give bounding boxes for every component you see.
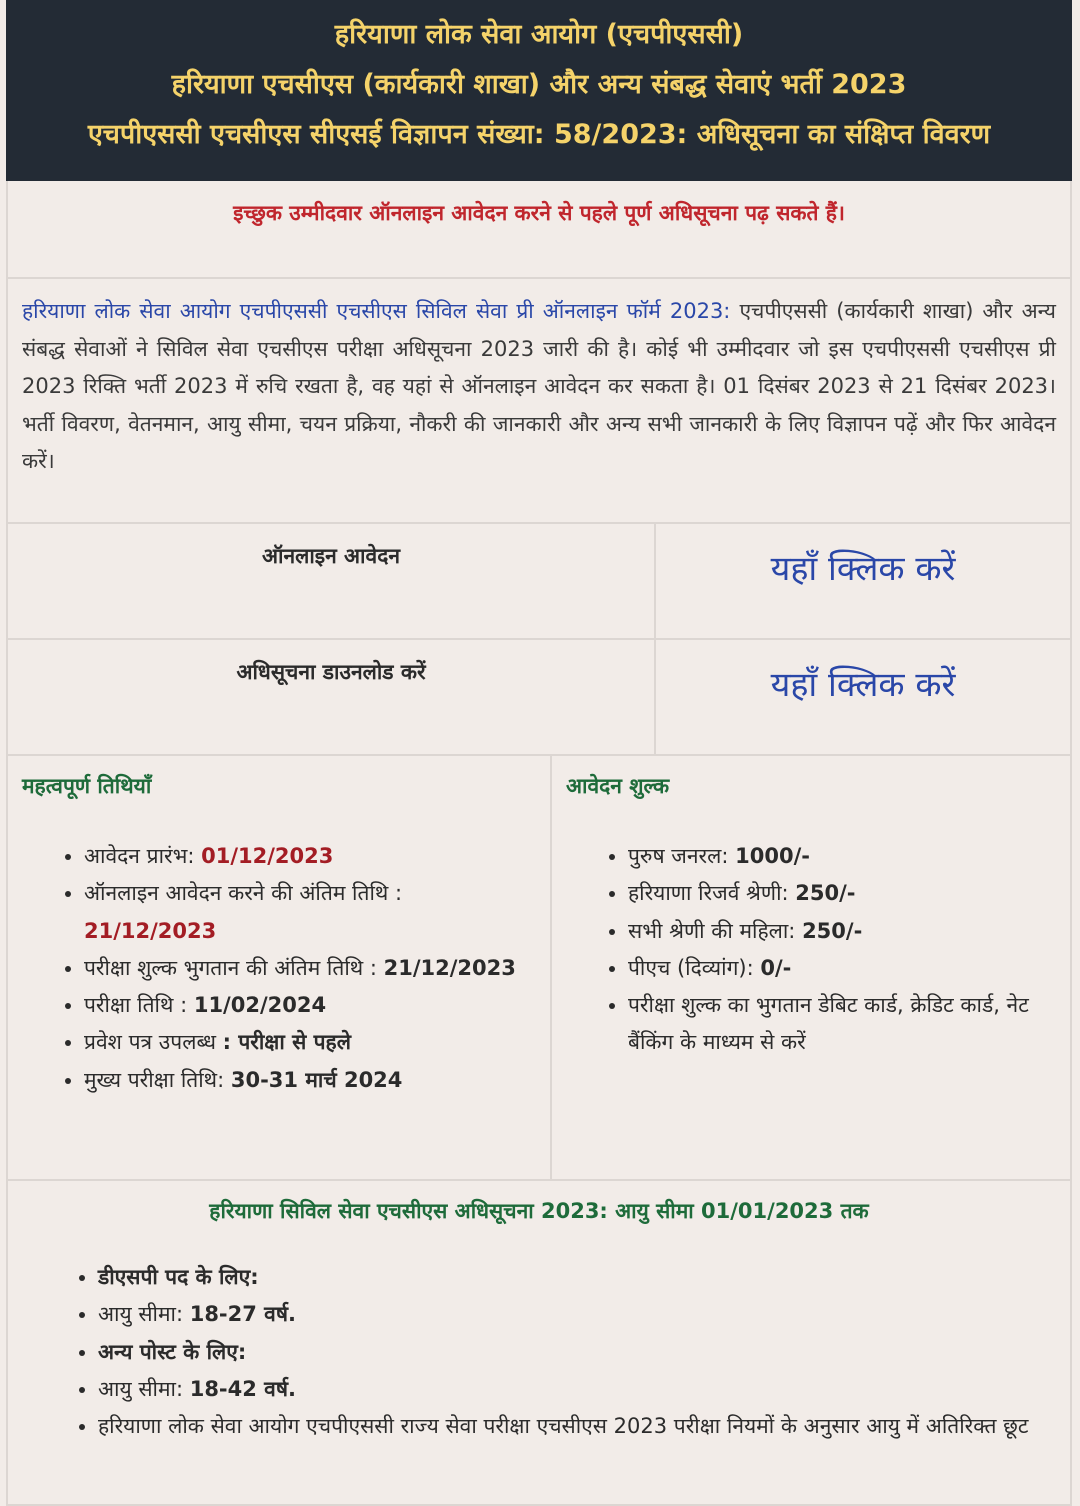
fee-value: 0/- (760, 955, 792, 980)
apply-online-link[interactable]: यहाँ क्लिक करें (770, 549, 956, 589)
age-list (8, 1259, 1070, 1445)
date-value: 11/02/2024 (193, 993, 327, 1018)
age-value: 18-27 वर्ष. (189, 1302, 296, 1327)
list-item (628, 875, 1056, 912)
list-item (98, 1296, 1040, 1333)
fee-label: पीएच (दिव्यांग): (628, 955, 761, 980)
dsp-heading: डीएसपी पद के लिए: (98, 1265, 259, 1289)
list-item (84, 1024, 536, 1061)
page (6, 0, 1072, 1500)
header-subtitle: हरियाणा एचसीएस (कार्यकारी शाखा) और अन्य संबद्ध सेवाएं भर्ती 2023 (171, 69, 907, 100)
header-advertisement: एचपीएससी एचसीएस सीएसई विज्ञापन संख्या: 58/2023: अधिसूचना का संक्षिप्त विवरण (87, 119, 991, 150)
date-value: 01/12/2023 (201, 844, 334, 868)
date-value: : परीक्षा से पहले (222, 1030, 351, 1055)
intro-lead: हरियाणा लोक सेवा आयोग एचपीएससी एचसीएस सिविल सेवा प्री ऑनलाइन फॉर्म 2023: (22, 299, 731, 323)
list-item (628, 838, 1056, 875)
list-item (84, 950, 536, 987)
age-limit-title: हरियाणा सिविल सेवा एचसीएस अधिसूचना 2023: आयु सीमा 01/01/2023 तक (209, 1199, 869, 1223)
download-notification-label: अधिसूचना डाउनलोड करें (8, 640, 656, 754)
apply-online-label: ऑनलाइन आवेदन (8, 524, 656, 638)
age-limit-section (6, 1181, 1072, 1506)
date-label: परीक्षा तिथि : (84, 993, 194, 1018)
list-item (84, 838, 536, 875)
important-dates-title: महत्वपूर्ण तिथियाँ (22, 774, 152, 798)
important-dates (8, 756, 552, 1179)
dates-list (8, 838, 536, 1099)
notice: इच्छुक उम्मीदवार ऑनलाइन आवेदन करने से पहले पूर्ण अधिसूचना पढ़ सकते हैं। (6, 181, 1072, 279)
date-label: आवेदन प्रारंभ: (84, 844, 202, 868)
date-value: 21/12/2023 (383, 955, 516, 980)
date-label: प्रवेश पत्र उपलब्ध (84, 1030, 223, 1055)
intro-paragraph (6, 279, 1072, 524)
apply-online-row (6, 524, 1072, 640)
date-label: परीक्षा शुल्क भुगतान की अंतिम तिथि : (84, 955, 384, 980)
dates-fees-section (6, 756, 1072, 1181)
age-value: 18-42 वर्ष. (189, 1376, 296, 1401)
date-value: 21/12/2023 (84, 918, 217, 943)
fee-label: परीक्षा शुल्क का भुगतान डेबिट कार्ड, क्रेडिट कार्ड, नेट बैंकिंग के माध्यम से करें (628, 993, 1029, 1055)
header-title: हरियाणा लोक सेवा आयोग (एचपीएससी) (334, 19, 744, 50)
date-label: ऑनलाइन आवेदन करने की अंतिम तिथि : (84, 881, 403, 906)
download-notification-link[interactable]: यहाँ क्लिक करें (770, 665, 956, 705)
fee-label: पुरुष जनरल: (628, 844, 736, 868)
date-label: मुख्य परीक्षा तिथि: (84, 1067, 231, 1092)
age-label: आयु सीमा: (98, 1376, 190, 1401)
header-banner (6, 0, 1072, 181)
intro-body: एचपीएससी (कार्यकारी शाखा) और अन्य संबद्ध सेवाओं ने सिविल सेवा एचसीएस परीक्षा अधिसूचना 2023 जारी की है। कोई भी उम्मीदवार जो इस एचपीएससी एचसीएस प्री 2023 रिक्ति भर्ती 2023 में रुचि रखता है, वह यहां से ऑनलाइन आवेदन कर सकता है। 01 दिसंबर 2023 से 21 दिसंबर 2023। भर्ती विवरण, वेतनमान, आयु सीमा, चयन प्रक्रिया, नौकरी की जानकारी और अन्य सभी जानकारी के लिए विज्ञापन पढ़ें और फिर आवेदन करें। (22, 299, 1056, 473)
fee-label: हरियाणा रिजर्व श्रेणी: (628, 881, 796, 906)
fee-value: 250/- (795, 881, 856, 906)
list-item (98, 1371, 1040, 1408)
fees-list (552, 838, 1056, 1062)
list-item (84, 987, 536, 1024)
fee-value: 1000/- (735, 844, 810, 868)
application-fee (552, 756, 1070, 1179)
list-item (98, 1259, 1040, 1296)
date-value: 30-31 मार्च 2024 (230, 1067, 403, 1092)
download-notification-row (6, 640, 1072, 756)
other-heading: अन्य पोस्ट के लिए: (98, 1339, 247, 1364)
age-label: आयु सीमा: (98, 1302, 190, 1327)
list-item (628, 913, 1056, 950)
list-item (98, 1408, 1040, 1445)
list-item (98, 1334, 1040, 1371)
list-item (84, 1062, 536, 1099)
list-item (84, 875, 536, 950)
fee-value: 250/- (802, 918, 863, 943)
application-fee-title: आवेदन शुल्क (566, 774, 670, 798)
list-item (628, 987, 1056, 1062)
fee-label: सभी श्रेणी की महिला: (628, 918, 803, 943)
age-note: हरियाणा लोक सेवा आयोग एचपीएससी राज्य सेवा परीक्षा एचसीएस 2023 परीक्षा नियमों के अनुसार आयु में अतिरिक्त छूट (98, 1414, 1029, 1439)
list-item (628, 950, 1056, 987)
